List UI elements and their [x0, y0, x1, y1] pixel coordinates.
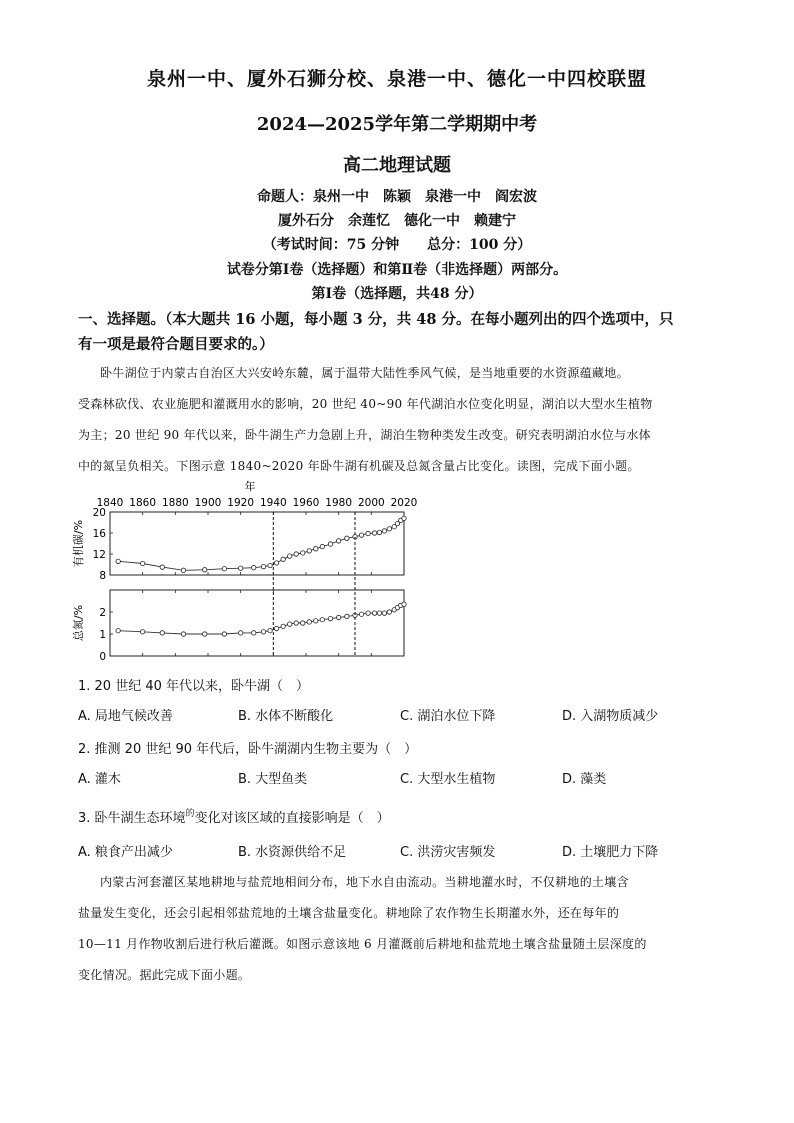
question-1-option-d[interactable]: D. 入湖物质减少 [562, 709, 659, 724]
data-point [336, 615, 340, 619]
series-line [118, 604, 404, 634]
data-point [366, 611, 370, 615]
y-axis-label: 有机碳/% [72, 519, 85, 568]
question-1-option-c[interactable]: C. 湖泊水位下降 [400, 709, 496, 724]
x-tick-label: 2020 [390, 497, 418, 509]
data-point [402, 516, 406, 520]
data-point [387, 610, 391, 614]
data-point [307, 549, 311, 553]
question-3-option-a[interactable]: A. 粮食产出减少 [78, 845, 173, 860]
passage-1-line-2: 受森林砍伐、农业施肥和灌溉用水的影响，20 世纪 40~90 年代湖泊水位变化明显，湖泊以大型水生植物 [78, 397, 653, 411]
data-point [268, 629, 272, 633]
question-2-option-d[interactable]: D. 藻类 [562, 772, 607, 787]
data-point [181, 568, 185, 572]
y-tick-label: 20 [92, 507, 106, 519]
y-tick-label: 0 [99, 651, 106, 663]
passage-1-line-4: 中的氮呈负相关。下图示意 1840~2020 年卧牛湖有机碳及总氮含量占比变化。读图，完成下面小题。 [78, 459, 640, 473]
question-3-stem-part-2: 变化对该区域的直接影响是（ ） [194, 811, 390, 826]
data-point [366, 531, 370, 535]
series-line [118, 518, 404, 570]
data-point [222, 632, 226, 636]
x-tick-label: 1860 [129, 497, 157, 509]
data-point [268, 563, 272, 567]
question-3-stem-superscript: 的 [185, 809, 195, 819]
question-3-option-b[interactable]: B. 水资源供给不足 [238, 845, 347, 860]
y-tick-label: 8 [99, 570, 106, 582]
data-point [160, 565, 164, 569]
y-tick-label: 1 [99, 629, 106, 641]
authors-line-1: 命题人：泉州一中 陈颖 泉港一中 阎宏波 [257, 189, 537, 205]
x-tick-label: 1960 [292, 497, 320, 509]
data-point [382, 529, 386, 533]
data-point [301, 551, 305, 555]
data-point [140, 630, 144, 634]
data-point [281, 624, 285, 628]
authors-line-2: 厦外石分 余莲忆 德化一中 赖建宁 [278, 213, 516, 229]
data-point [377, 530, 381, 534]
x-tick-label: 1900 [194, 497, 222, 509]
data-point [203, 632, 207, 636]
passage-1-line-1: 卧牛湖位于内蒙古自治区大兴安岭东麓，属于温带大陆性季风气候，是当地重要的水资源蕴藏地。 [100, 366, 629, 380]
question-2-option-a[interactable]: A. 灌木 [78, 772, 121, 787]
data-point [314, 619, 318, 623]
data-point [372, 611, 376, 615]
question-2-option-b[interactable]: B. 大型鱼类 [238, 772, 308, 787]
data-point [252, 631, 256, 635]
x-tick-labels [97, 497, 418, 509]
data-point [281, 557, 285, 561]
paper-structure: 试卷分第Ⅰ卷（选择题）和第Ⅱ卷（非选择题）两部分。 [226, 262, 568, 278]
nitrogen-panel [71, 590, 406, 663]
data-point [345, 614, 349, 618]
data-point [382, 611, 386, 615]
nitrogen-panel-frame [110, 590, 404, 656]
data-point [203, 568, 207, 572]
data-point [294, 621, 298, 625]
passage-2-line-2: 盐量发生变化，还会引起相邻盐荒地的土壤含盐量变化。耕地除了农作物生长期灌水外，还在每年的 [78, 906, 620, 920]
section-instruction-line-1: 一、选择题。（本大题共 16 小题，每小题 3 分，共 48 分。在每小题列出的四个选项中，只 [78, 311, 674, 328]
data-point [377, 611, 381, 615]
question-3-option-c[interactable]: C. 洪涝灾害频发 [400, 845, 496, 860]
dashed-reference-lines [273, 512, 355, 656]
data-point [252, 565, 256, 569]
data-point [336, 539, 340, 543]
data-point [274, 561, 278, 565]
data-point [261, 630, 265, 634]
passage-2-line-4: 变化情况。据此完成下面小题。 [78, 968, 251, 982]
x-tick-label: 1840 [96, 497, 124, 509]
x-tick-label: 1940 [259, 497, 287, 509]
question-1-option-b[interactable]: B. 水体不断酸化 [238, 709, 334, 724]
lake-carbon-nitrogen-chart [68, 478, 418, 664]
x-tick-label: 2000 [357, 497, 385, 509]
data-point [314, 547, 318, 551]
data-point [301, 621, 305, 625]
data-point [274, 626, 278, 630]
question-1-stem: 1. 20 世纪 40 年代以来，卧牛湖（ ） [78, 679, 310, 694]
y-tick-label: 2 [99, 607, 106, 619]
data-point [402, 602, 406, 606]
data-point [328, 616, 332, 620]
data-point [261, 564, 265, 568]
x-axis-label: 年 [244, 480, 256, 493]
y-tick-label: 16 [92, 528, 106, 540]
x-tick-label: 1980 [325, 497, 353, 509]
data-point [238, 566, 242, 570]
x-tick-label: 1880 [161, 497, 189, 509]
passage-2-line-1: 内蒙古河套灌区某地耕地与盐荒地相间分布，地下水自由流动。当耕地灌水时，不仅耕地的土壤含 [100, 875, 629, 889]
data-point [294, 552, 298, 556]
data-point [359, 612, 363, 616]
question-2-option-c[interactable]: C. 大型水生植物 [400, 772, 496, 787]
data-point [116, 559, 120, 563]
data-point [320, 544, 324, 548]
data-point [345, 536, 349, 540]
y-axis-label: 总氮/% [72, 604, 85, 642]
subject-title: 高二地理试题 [343, 155, 451, 176]
volume-one-heading: 第Ⅰ卷（选择题，共48 分） [311, 286, 483, 302]
data-point [328, 542, 332, 546]
data-point [116, 629, 120, 633]
exam-term-title: 2024—2025学年第二学期期中考 [256, 114, 538, 135]
section-instruction-line-2: 有一项是最符合题目要求的。） [78, 336, 274, 353]
question-2-stem: 2. 推测 20 世纪 90 年代后，卧牛湖湖内生物主要为（ ） [78, 742, 418, 757]
school-alliance-title: 泉州一中、厦外石狮分校、泉港一中、德化一中四校联盟 [146, 68, 647, 90]
question-1-option-a[interactable]: A. 局地气候改善 [78, 709, 173, 724]
data-point [238, 631, 242, 635]
data-point [320, 618, 324, 622]
question-3-stem-part-1: 3. 卧牛湖生态环境 [78, 811, 186, 826]
data-point [372, 531, 376, 535]
y-tick-label: 12 [92, 549, 106, 561]
data-point [287, 554, 291, 558]
question-3-stem [78, 807, 390, 826]
data-point [307, 620, 311, 624]
data-point [287, 622, 291, 626]
data-point [359, 533, 363, 537]
data-point [140, 561, 144, 565]
passage-1-line-3: 为主；20 世纪 90 年代以来，卧牛湖生产力急剧上升，湖泊生物种类发生改变。研究表明湖泊水位与水体 [78, 428, 651, 442]
question-3-option-d[interactable]: D. 土壤肥力下降 [562, 845, 659, 860]
data-point [387, 527, 391, 531]
data-point [181, 632, 185, 636]
passage-2-line-3: 10—11 月作物收割后进行秋后灌溉。如图示意该地 6 月灌溉前后耕地和盐荒地土壤含盐量随土层深度的 [78, 937, 647, 951]
data-point [160, 631, 164, 635]
carbon-panel [71, 507, 406, 582]
data-point [222, 567, 226, 571]
exam-time-info: （考试时间：75 分钟 总分：100 分） [262, 237, 532, 253]
x-tick-label: 1920 [227, 497, 255, 509]
